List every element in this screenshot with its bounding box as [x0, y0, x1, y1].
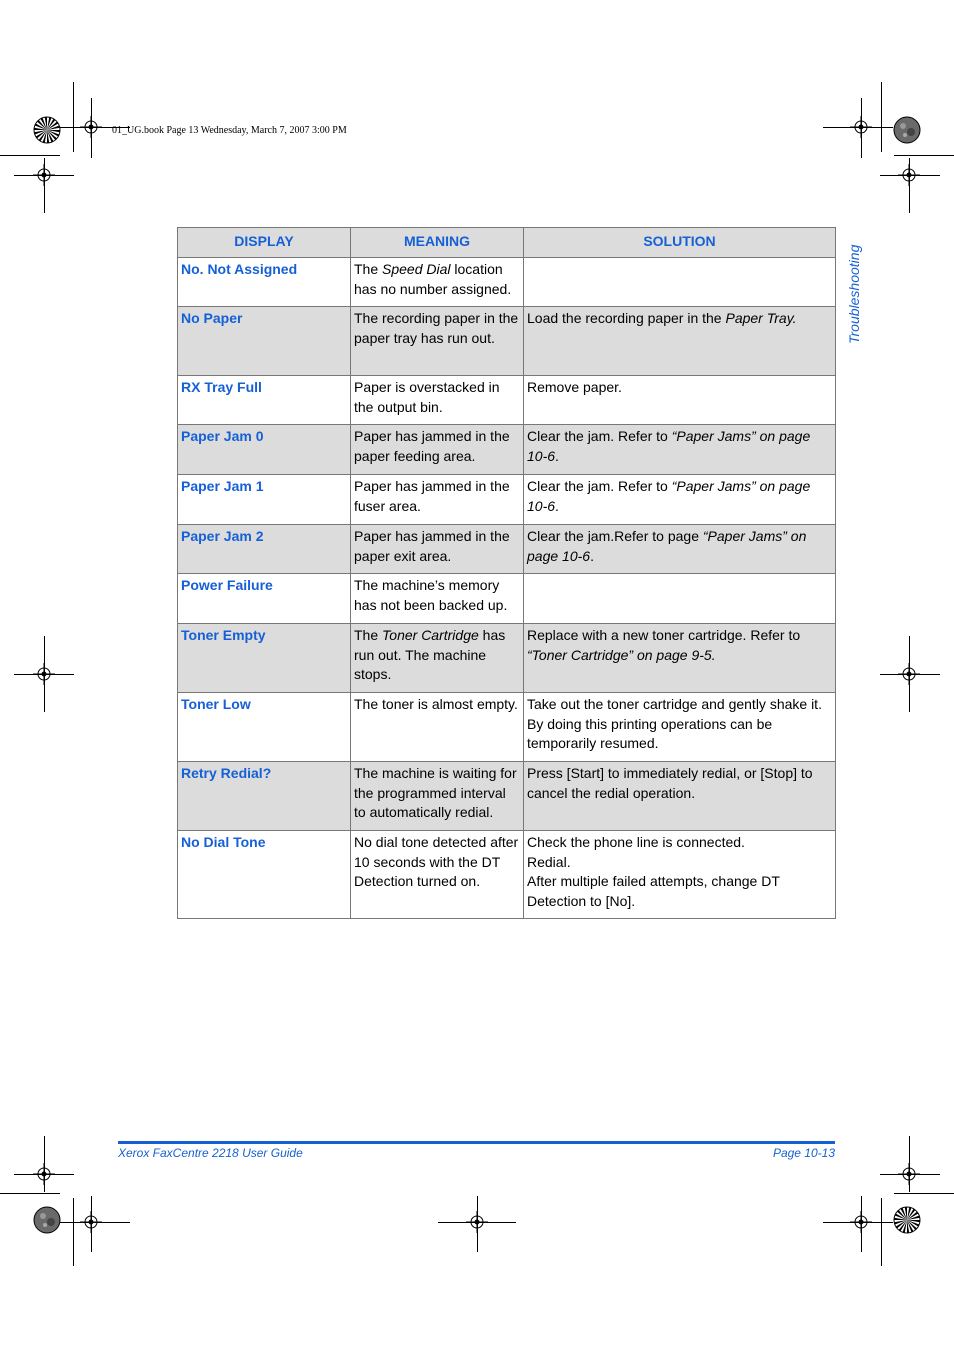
solution-text: Load the recording paper in the — [527, 310, 726, 326]
cell-solution — [524, 425, 836, 475]
cell-display: Toner Low — [178, 693, 351, 762]
color-patch-icon — [893, 116, 921, 144]
cell-solution — [524, 574, 836, 624]
footer-rule — [118, 1141, 835, 1144]
cell-display: Paper Jam 2 — [178, 525, 351, 574]
cell-meaning — [351, 475, 524, 525]
cell-meaning — [351, 762, 524, 831]
solution-text: Clear the jam. Refer to — [527, 478, 672, 494]
table-row — [178, 831, 836, 919]
cell-meaning — [351, 425, 524, 475]
meaning-text: Paper has jammed in the fuser area. — [354, 478, 510, 514]
cell-solution — [524, 258, 836, 307]
meaning-text: The — [354, 627, 383, 643]
cell-meaning — [351, 258, 524, 307]
cell-display: Paper Jam 1 — [178, 475, 351, 525]
meaning-text: Speed Dial — [382, 261, 451, 277]
starburst-mark-icon — [893, 1206, 921, 1234]
solution-text: Redial. — [527, 853, 571, 870]
solution-text: . — [555, 447, 559, 464]
meaning-text: The recording paper in the paper tray has run out. — [354, 310, 519, 346]
table-row — [178, 525, 836, 574]
footer-guide-title: Xerox FaxCentre 2218 User Guide — [118, 1146, 303, 1160]
header-solution: SOLUTION — [524, 228, 836, 258]
header-display: DISPLAY — [178, 228, 351, 258]
cell-display: Paper Jam 0 — [178, 425, 351, 475]
cell-display: Power Failure — [178, 574, 351, 624]
cell-display: No Paper — [178, 307, 351, 376]
table-row — [178, 624, 836, 693]
cell-display: Retry Redial? — [178, 762, 351, 831]
meaning-text: The — [354, 261, 383, 277]
meaning-text: No dial tone detected after 10 seconds with the DT Detection turned on. — [354, 834, 519, 889]
solution-text: Clear the jam.Refer to page — [527, 528, 703, 544]
cell-display: No. Not Assigned — [178, 258, 351, 307]
meaning-text: Paper has jammed in the paper feeding area. — [354, 428, 510, 464]
cell-meaning — [351, 376, 524, 425]
color-patch-icon — [33, 1206, 61, 1234]
meaning-text: Paper is overstacked in the output bin. — [354, 379, 500, 415]
cell-solution — [524, 376, 836, 425]
solution-text: Press [Start] to immediately redial, or [Stop] to cancel the redial operation. — [527, 765, 813, 801]
meaning-text: location has no number assigned. — [354, 261, 512, 297]
cell-solution — [524, 525, 836, 574]
book-stamp: 01_UG.book Page 13 Wednesday, March 7, 2007 3:00 PM — [112, 125, 347, 136]
solution-text: Remove paper. — [527, 379, 622, 395]
solution-text: Clear the jam. Refer to — [527, 428, 672, 444]
cell-display: No Dial Tone — [178, 831, 351, 919]
cell-meaning — [351, 831, 524, 919]
solution-text: . — [590, 547, 594, 564]
solution-text: Paper Tray. — [725, 310, 797, 326]
table-row — [178, 762, 836, 831]
cell-meaning — [351, 693, 524, 762]
cell-display: RX Tray Full — [178, 376, 351, 425]
solution-text: “Paper Jams” on page 10-6 — [527, 428, 811, 464]
starburst-mark-icon — [33, 116, 61, 144]
solution-text: “Paper Jams” on page 10-6 — [527, 478, 811, 514]
table-row — [178, 376, 836, 425]
cell-meaning — [351, 307, 524, 376]
table-row — [178, 307, 836, 376]
cell-meaning — [351, 624, 524, 693]
solution-text: Take out the toner cartridge and gently shake it. By doing this printing operations can be temporarily resumed. — [527, 696, 822, 751]
table-row — [178, 693, 836, 762]
meaning-text: The machine’s memory has not been backed up. — [354, 577, 508, 613]
cell-solution — [524, 475, 836, 525]
cell-solution — [524, 307, 836, 376]
table-row — [178, 258, 836, 307]
solution-text: Check the phone line is connected. — [527, 834, 745, 850]
solution-text: After multiple failed attempts, change DT Detection to [No]. — [527, 873, 780, 909]
section-tab-label: Troubleshooting — [846, 244, 862, 344]
cell-meaning — [351, 525, 524, 574]
cell-solution — [524, 693, 836, 762]
cell-meaning — [351, 574, 524, 624]
cell-solution — [524, 831, 836, 919]
table-row — [178, 574, 836, 624]
meaning-text: Toner Cartridge — [382, 627, 479, 643]
meaning-text: The toner is almost empty. — [354, 696, 518, 712]
table-row — [178, 475, 836, 525]
troubleshooting-table — [177, 227, 836, 919]
solution-text: . — [555, 497, 559, 514]
meaning-text: has run out. The machine stops. — [354, 627, 506, 682]
solution-text: “Toner Cartridge” on page 9-5. — [527, 646, 716, 663]
meaning-text: Paper has jammed in the paper exit area. — [354, 528, 510, 564]
table-row — [178, 425, 836, 475]
cell-solution — [524, 762, 836, 831]
cell-display: Toner Empty — [178, 624, 351, 693]
section-tab — [846, 224, 866, 344]
solution-text: Replace with a new toner cartridge. Refer to — [527, 627, 801, 643]
table-header-row — [178, 228, 836, 258]
header-meaning: MEANING — [351, 228, 524, 258]
footer-page-number: Page 10-13 — [772, 1146, 835, 1160]
cell-solution — [524, 624, 836, 693]
meaning-text: The machine is waiting for the programmed interval to automatically redial. — [354, 765, 517, 820]
solution-text: “Paper Jams” on page 10-6 — [527, 528, 807, 564]
